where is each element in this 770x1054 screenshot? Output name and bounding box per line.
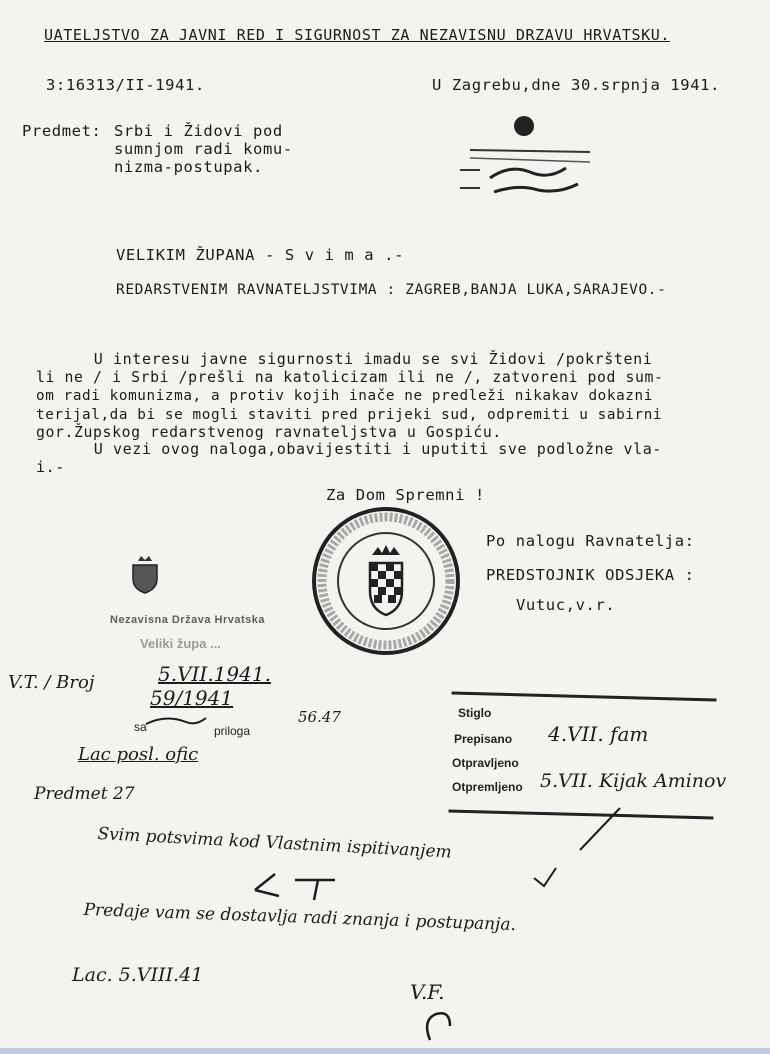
page-bottom-edge: [0, 1048, 770, 1054]
document-header: UATELJSTVO ZA JAVNI RED I SIGURNOST ZA NEZAVISNU DRZAVU HRVATSKU.: [44, 26, 670, 44]
stamp-attachment-label: priloga: [214, 724, 251, 738]
stamp-org-line: Veliki župa ...: [140, 636, 221, 651]
handwritten-note: Svim potsvima kod Vlastnim ispitivanjem: [96, 824, 453, 863]
box-row-label: Stiglo: [458, 706, 492, 720]
body-line: U vezi ovog naloga,obavijestiti i uputiti sve podložne vla-: [36, 440, 662, 458]
body-line: i.-: [36, 458, 65, 476]
handwritten-note: Predaje vam se dostavlja radi znanja i postupanja.: [83, 900, 517, 936]
handwritten-note: Lac. 5.VIII.41: [72, 964, 204, 986]
subject-line: Srbi i Židovi pod: [114, 122, 283, 140]
body-line: terijal,da bi se mogli staviti pred prijeki sud, odpremiti u sabirni: [36, 407, 663, 423]
closing-salute: Za Dom Spremni !: [326, 486, 485, 504]
box-row-value: 4.VII. fam: [548, 722, 649, 746]
stamp-initials: V.T. / Broj: [8, 672, 95, 693]
body-line: U interesu javne sigurnosti imadu se svi Židovi /pokršteni: [36, 350, 653, 368]
reference-number: 3:16313/II-1941.: [46, 76, 205, 94]
handwritten-note: Lac posl. ofic: [78, 744, 199, 765]
handwritten-note: 56.47: [298, 708, 341, 726]
stamp-date-value: 5.VII.1941.: [158, 662, 271, 686]
box-row-label: Prepisano: [454, 732, 513, 746]
recipient-line: VELIKIM ŽUPANA - S v i m a .-: [116, 246, 405, 264]
signature-line: Vutuc,v.r.: [516, 596, 616, 614]
signature-line: PREDSTOJNIK ODSJEKA :: [486, 566, 695, 584]
body-line: li ne / i Srbi /prešli na katolicizam ili ne /, zatvoreni pod sum-: [36, 369, 664, 386]
stamp-org-line: Nezavisna Država Hrvatska: [110, 614, 265, 626]
subject-line: sumnjom radi komu-: [114, 140, 293, 158]
signature-line: Po nalogu Ravnatelja:: [486, 532, 695, 550]
stamp-with-label: sa: [134, 720, 147, 734]
stamp-number-value: 59/1941: [150, 686, 234, 710]
recipient-line: REDARSTVENIM RAVNATELJSTVIMA : ZAGREB,BANJA LUKA,SARAJEVO.-: [116, 282, 667, 298]
subject-line: nizma-postupak.: [114, 158, 263, 176]
handwritten-note: V.F.: [410, 980, 445, 1004]
box-row-label: Otpremljeno: [452, 780, 523, 794]
body-line: gor.Župskog redarstvenog ravnateljstva u Gospiću.: [36, 424, 502, 441]
subject-label: Predmet:: [22, 122, 102, 140]
body-line: om radi komunizma, a protiv kojih inače ne predleži nikakav dokazni: [36, 388, 653, 404]
box-row-label: Otpravljeno: [452, 756, 519, 770]
place-date: U Zagrebu,dne 30.srpnja 1941.: [432, 76, 721, 94]
box-row-value: 5.VII. Kijak Aminov: [540, 770, 727, 792]
handwritten-note: Predmet 27: [34, 784, 135, 804]
